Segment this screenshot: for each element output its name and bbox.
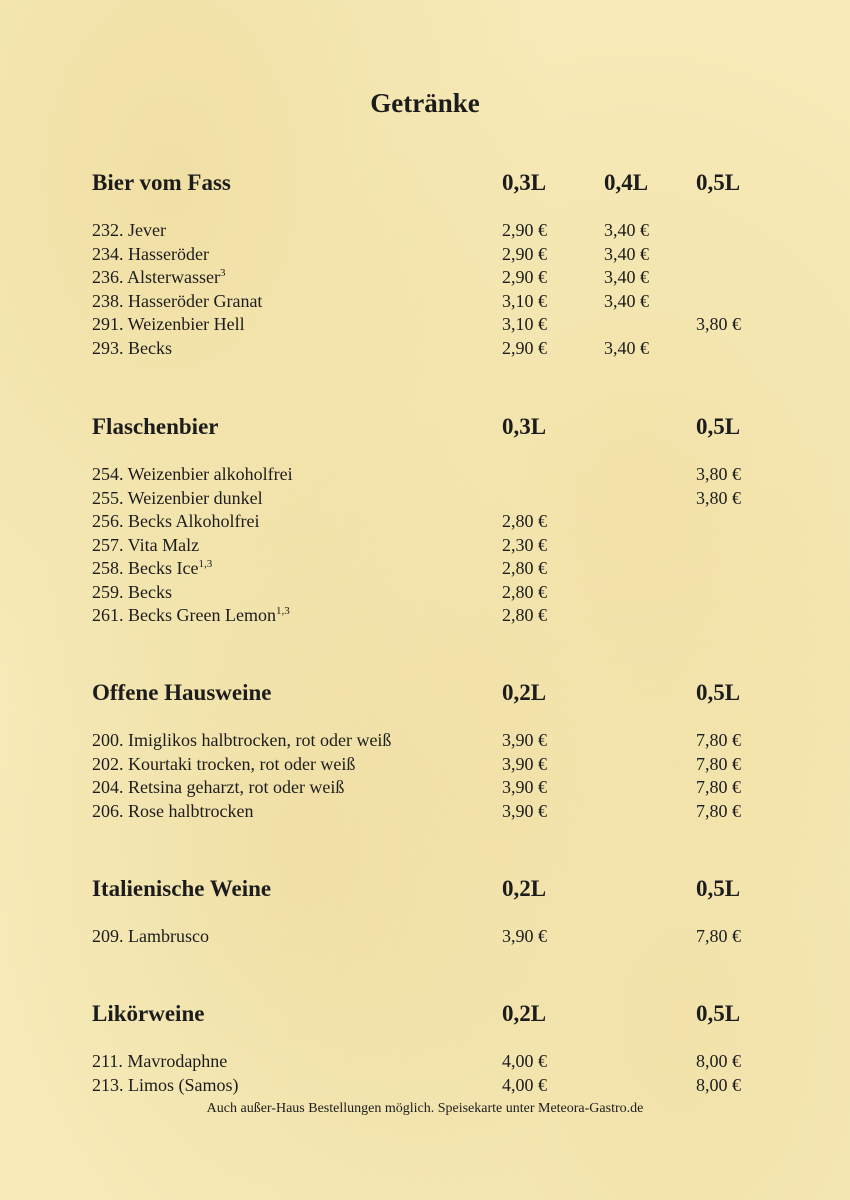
menu-item [0,488,850,512]
menu-item [0,605,850,629]
price-small: 2,80 € [502,605,547,625]
item-name: 202. Kourtaki trocken, rot oder weiß [92,753,356,774]
menu-item [0,535,850,559]
item-name: 238. Hasseröder Granat [92,290,263,311]
additive-note: 1,3 [275,605,290,617]
item-name: 232. Jever [92,220,166,240]
price-small: 3,10 € [502,314,547,334]
item-name: 291. Weizenbier Hell [92,314,245,334]
price-small: 2,90 € [502,337,547,358]
price-large: 3,80 € [696,487,741,508]
size-header: 0,5L [696,414,741,439]
size-header: 0,5L [696,680,741,705]
menu-item [0,926,850,950]
size-header: 0,3L [502,414,547,439]
price-small: 2,80 € [502,581,547,602]
size-header: 0,5L [696,1001,741,1026]
item-name: 257. Vita Malz [92,534,200,555]
item-name: 200. Imiglikos halbtrocken, rot oder weiß [92,730,392,750]
section-likoerweine [0,1001,850,1098]
menu-item [0,558,850,582]
price-medium: 3,40 € [604,220,649,240]
size-header: 0,2L [502,680,547,705]
price-small: 3,90 € [502,926,547,946]
section-bier-vom-fass [0,170,850,361]
price-small: 3,90 € [502,730,547,750]
section-title: Flaschenbier [92,414,219,439]
menu-item [0,582,850,606]
section-title: Offene Hausweine [92,680,272,705]
price-large: 3,80 € [696,314,741,334]
size-header: 0,4L [604,170,649,195]
menu-item [0,754,850,778]
price-large: 7,80 € [696,730,741,750]
item-name: 204. Retsina geharzt, rot oder weiß [92,777,345,797]
section-title: Italienische Weine [92,876,272,901]
menu-item [0,220,850,244]
price-medium: 3,40 € [604,243,649,264]
item-name: 261. Becks Green Lemon [92,605,276,625]
item-name: 211. Mavrodaphne [92,1051,228,1071]
size-header: 0,2L [502,876,547,901]
size-header: 0,5L [696,170,741,195]
menu-item [0,511,850,535]
price-small: 3,90 € [502,777,547,797]
item-name: 234. Hasseröder [92,243,209,264]
price-small: 2,90 € [502,220,547,240]
menu-item [0,338,850,362]
item-name: 236. Alsterwasser [92,267,220,287]
section-title: Likörweine [92,1001,205,1026]
price-large: 7,80 € [696,926,741,946]
price-large: 3,80 € [696,464,741,484]
section-title: Bier vom Fass [92,170,231,195]
menu-item [0,314,850,338]
item-name: 255. Weizenbier dunkel [92,487,263,508]
item-name: 258. Becks Ice [92,558,199,578]
item-name: 206. Rose halbtrocken [92,800,254,821]
price-small: 3,90 € [502,800,547,821]
price-large: 7,80 € [696,777,741,797]
price-large: 8,00 € [696,1051,741,1071]
size-header: 0,3L [502,170,547,195]
additive-note: 1,3 [198,558,213,570]
price-medium: 3,40 € [604,267,649,287]
item-name: 259. Becks [92,581,172,602]
menu-item [0,291,850,315]
item-name: 254. Weizenbier alkoholfrei [92,464,293,484]
menu-item [0,267,850,291]
item-name: 209. Lambrusco [92,926,209,946]
price-small: 3,90 € [502,753,547,774]
additive-note: 3 [219,267,226,279]
price-small: 2,80 € [502,558,547,578]
menu-item [0,1075,850,1099]
price-small: 3,10 € [502,290,547,311]
price-small: 4,00 € [502,1051,547,1071]
price-small: 4,00 € [502,1074,547,1095]
section-italienische-weine [0,876,850,950]
price-small: 2,30 € [502,534,547,555]
price-medium: 3,40 € [604,337,649,358]
page-title: Getränke [370,88,480,118]
size-header: 0,2L [502,1001,547,1026]
price-small: 2,90 € [502,267,547,287]
section-flaschenbier [0,414,850,629]
price-small: 2,90 € [502,243,547,264]
item-name: 256. Becks Alkoholfrei [92,511,260,531]
item-name: 213. Limos (Samos) [92,1074,239,1095]
price-medium: 3,40 € [604,290,649,311]
menu-item [0,777,850,801]
price-large: 7,80 € [696,753,741,774]
menu-item [0,801,850,825]
section-offene-hausweine [0,680,850,824]
price-small: 2,80 € [502,511,547,531]
size-header: 0,5L [696,876,741,901]
menu-item [0,244,850,268]
menu-item [0,730,850,754]
menu-item [0,1051,850,1075]
price-large: 7,80 € [696,800,741,821]
item-name: 293. Becks [92,337,172,358]
menu-item [0,464,850,488]
footer-note: Auch außer-Haus Bestellungen möglich. Speisekarte unter Meteora-Gastro.de [206,1101,644,1116]
price-large: 8,00 € [696,1074,741,1095]
